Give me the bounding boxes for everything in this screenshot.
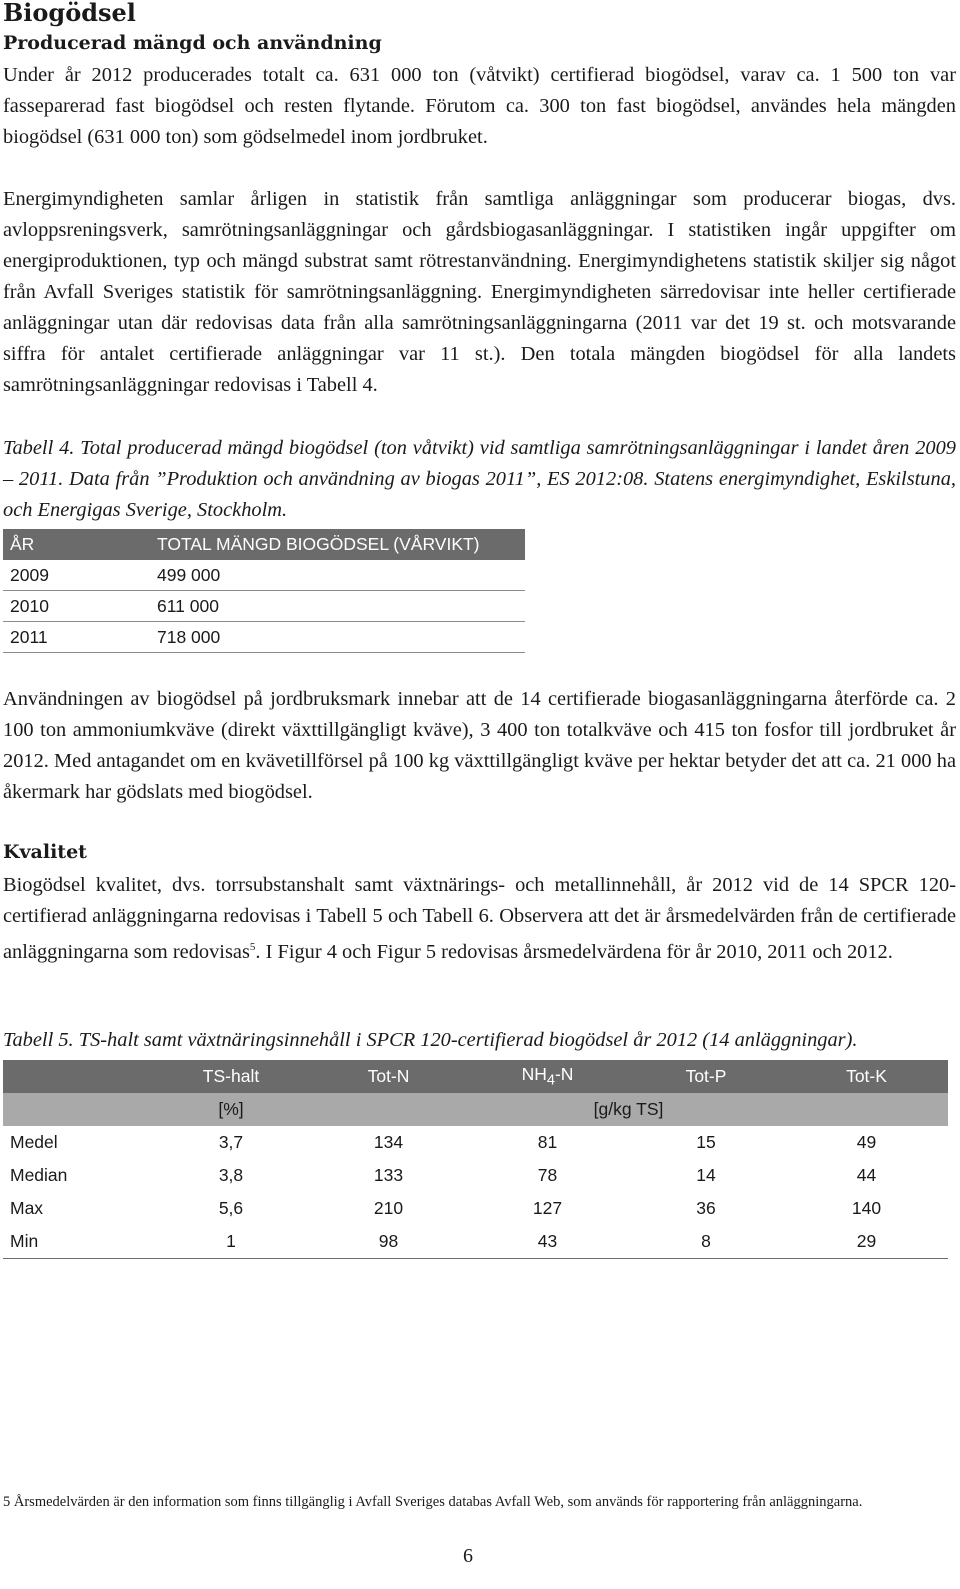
row-label: Min <box>3 1225 153 1259</box>
cell-totk: 49 <box>856 1132 877 1152</box>
table5-header-row <box>3 1060 948 1093</box>
cell-ts: 3,7 <box>218 1132 244 1152</box>
n-text: -N <box>554 1064 574 1085</box>
cell-totn: 210 <box>373 1198 404 1218</box>
cell-totp: 14 <box>696 1165 716 1185</box>
table5-header-totn: Tot-N <box>309 1060 468 1093</box>
table5-unit-row <box>3 1093 948 1126</box>
table5-unit-percent: [%] <box>153 1093 309 1126</box>
table4-cell-year: 2011 <box>3 622 150 653</box>
paragraph-quality-text-a: Biogödsel kvalitet, dvs. torrsubstanshalt samt växtnärings- och metallinnehåll, år 2012 vid de 14 SPCR 120-certifierad anläggningarna redovisas i Tabell 5 och Tabell 6. Observera att det är årsmedelvärden från de certifierade anläggningarna som redovisas <box>3 874 956 963</box>
section-heading-kvalitet: Kvalitet <box>3 841 87 863</box>
page-title: Biogödsel <box>3 0 136 27</box>
table4-header-row <box>3 529 525 560</box>
cell-ts: 5,6 <box>218 1198 244 1218</box>
table-row <box>3 591 525 622</box>
table4-cell-year: 2009 <box>3 560 150 591</box>
cell-totk: 29 <box>785 1225 948 1259</box>
cell-nh4n: 78 <box>537 1165 558 1185</box>
row-label: Medel <box>10 1132 58 1152</box>
cell-totk: 44 <box>856 1165 877 1185</box>
nh-text: NH <box>521 1064 547 1085</box>
section-heading-produktion: Producerad mängd och användning <box>3 32 382 54</box>
cell-totp: 15 <box>696 1132 716 1152</box>
paragraph-statistics: Energimyndigheten samlar årligen in statistik från samtliga anläggningar som producerar biogas, dvs. avloppsreningsverk, samrötningsanläggningar och gårdsbiogasanläggningar. I statistiken ingår uppgifter om energiproduktionen, typ och mängd substrat samt rötrestanvändning. Energimyndighetens statistik skiljer sig något från Avfall Sveriges statistik för samrötningsanläggning. Energimyndigheten särredovisar inte heller certifierade anläggningar utan där redovisas data från alla samrötningsanläggningarna (2011 var det 19 st. och motsvarande siffra för antalet certifierade anläggningar var 11 st.). Den totala mängden biogödsel för alla landets samrötningsanläggningar redovisas i Tabell 4. <box>3 188 956 396</box>
table4-cell-year: 2010 <box>3 591 150 622</box>
table5-header-empty <box>3 1060 153 1093</box>
paragraph-usage: Användningen av biogödsel på jordbruksmark innebar att de 14 certifierade biogasanläggningarna återförde ca. 2 100 ton ammoniumkväve (direkt växttillgängligt kväve), 3 400 ton totalkväve och 415 ton fosfor till jordbruket år 2012. Med antagandet om en kvävetillförsel på 100 kg växttillgängligt kväve per hektar betyder det att ca. 21 000 ha åkermark har gödslats med biogödsel. <box>3 688 956 803</box>
cell-ts: 1 <box>153 1225 309 1259</box>
table5-header-nh4n <box>468 1060 627 1093</box>
cell-nh4n: 81 <box>537 1132 558 1152</box>
table5-unit-gkg: [g/kg TS] <box>309 1093 948 1126</box>
cell-nh4n: 43 <box>468 1225 627 1259</box>
paragraph-quality-text-b: . I Figur 4 och Figur 5 redovisas årsmedelvärdena för år 2010, 2011 och 2012. <box>255 940 893 963</box>
paragraph-quality <box>3 870 956 968</box>
cell-ts: 3,8 <box>218 1165 244 1185</box>
table-row <box>3 1225 948 1259</box>
cell-totk: 140 <box>851 1198 882 1218</box>
table-row <box>3 1159 948 1192</box>
table5-unit-empty <box>3 1093 153 1126</box>
table5-header-ts: TS-halt <box>153 1060 309 1093</box>
footnote: 5 Årsmedelvärden är den information som finns tillgänglig i Avfall Sveriges databas Avfall Web, som används för rapportering från anläggningarna. <box>3 1494 863 1510</box>
table4-cell-total: 718 000 <box>150 622 525 653</box>
table4-cell-total: 611 000 <box>150 591 525 622</box>
table4-header-total: TOTAL MÄNGD BIOGÖDSEL (VÅRVIKT) <box>150 529 525 560</box>
nh-subscript: 4 <box>546 1072 555 1089</box>
cell-totp: 36 <box>696 1198 716 1218</box>
cell-totn: 134 <box>373 1132 404 1152</box>
table-row <box>3 560 525 591</box>
table-row <box>3 622 525 653</box>
table4-header-year: ÅR <box>3 529 150 560</box>
cell-totp: 8 <box>627 1225 785 1259</box>
table5-header-totk: Tot-K <box>785 1060 948 1093</box>
cell-totn: 98 <box>309 1225 468 1259</box>
table-row <box>3 1126 948 1159</box>
table5-header-totp: Tot-P <box>627 1060 785 1093</box>
table-row <box>3 1192 948 1225</box>
table4-cell-total: 499 000 <box>150 560 525 591</box>
row-label: Max <box>10 1198 44 1218</box>
table-5 <box>3 1060 948 1259</box>
table-4 <box>3 529 525 653</box>
cell-totn: 133 <box>373 1165 404 1185</box>
table4-caption: Tabell 4. Total producerad mängd biogödsel (ton våtvikt) vid samtliga samrötningsanläggningar i landet åren 2009 – 2011. Data från ”Produktion och användning av biogas 2011”, ES 2012:08. Statens energimyndighet, Eskilstuna, och Energigas Sverige, Stockholm. <box>3 437 956 521</box>
page-number: 6 <box>463 1545 473 1567</box>
paragraph-production: Under år 2012 producerades totalt ca. 631 000 ton (våtvikt) certifierad biogödsel, varav ca. 1 500 ton var fasseparerad fast biogödsel och resten flytande. Förutom ca. 300 ton fast biogödsel, användes hela mängden biogödsel (631 000 ton) som gödselmedel inom jordbruket. <box>3 64 956 148</box>
cell-nh4n: 127 <box>532 1198 563 1218</box>
row-label: Median <box>10 1165 68 1185</box>
footnote-reference: 5 <box>249 941 256 953</box>
table5-caption: Tabell 5. TS-halt samt växtnäringsinnehåll i SPCR 120-certifierad biogödsel år 2012 (14 anläggningar). <box>3 1029 858 1051</box>
